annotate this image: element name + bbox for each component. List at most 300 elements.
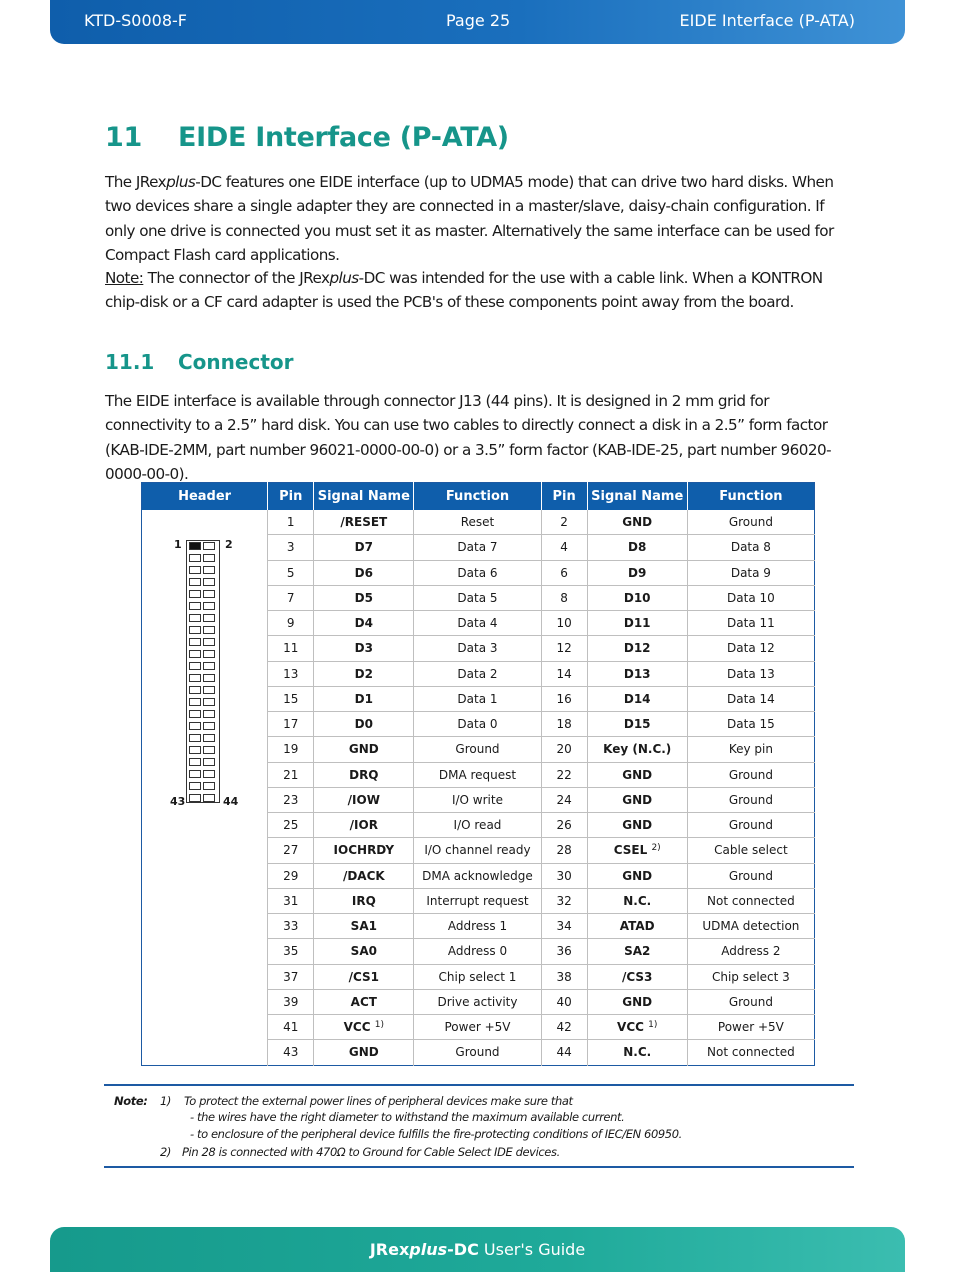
signal-a-text: SA0 — [350, 944, 377, 959]
signal-a-text: D1 — [354, 691, 373, 706]
pin-a-text: 35 — [283, 944, 299, 959]
function-b — [687, 636, 814, 661]
footer-brand-italic: plus — [409, 1240, 448, 1259]
signal-a-text: D6 — [354, 565, 373, 580]
signal-b — [587, 813, 687, 838]
pin-a — [268, 914, 314, 939]
col-header: Header — [142, 483, 268, 510]
function-a-text: Ground — [455, 1045, 500, 1060]
pin-b — [541, 712, 587, 737]
connector-diagram-cell — [142, 510, 268, 1066]
connector-pin — [189, 578, 201, 586]
signal-a — [314, 964, 414, 989]
signal-b — [587, 914, 687, 939]
signal-a-text: /DACK — [342, 868, 385, 883]
connector-pin — [203, 686, 215, 694]
signal-a-text: GND — [348, 1045, 379, 1060]
pin-b-text: 42 — [556, 1020, 572, 1035]
table-body — [142, 510, 815, 1066]
signal-a-text: D5 — [354, 590, 373, 605]
connector-pin — [189, 566, 201, 574]
col-function-b: Function — [687, 483, 814, 510]
pin-a — [268, 787, 314, 812]
pin-b — [541, 611, 587, 636]
pin-b-text: 24 — [556, 792, 572, 807]
function-b — [687, 787, 814, 812]
function-a — [414, 1015, 541, 1040]
connector-pin — [189, 542, 201, 550]
connector-pin — [189, 650, 201, 658]
connector-pin — [189, 698, 201, 706]
function-a — [414, 989, 541, 1014]
signal-a-text: IOCHRDY — [333, 843, 395, 858]
signal-a — [314, 863, 414, 888]
pin-b — [541, 939, 587, 964]
footnote-2-text: Pin 28 is connected with 470Ω to Ground for Cable Select IDE devices. — [182, 1145, 560, 1159]
signal-b — [587, 636, 687, 661]
function-a — [414, 813, 541, 838]
signal-a — [314, 1040, 414, 1065]
pin-a-text: 15 — [283, 691, 299, 706]
signal-b-text: GND — [622, 514, 653, 529]
function-b — [687, 939, 814, 964]
signal-a — [314, 813, 414, 838]
signal-b-text: D11 — [623, 616, 651, 631]
signal-a-text: D4 — [354, 616, 373, 631]
table-row — [142, 510, 815, 535]
subsection-title: Connector — [178, 350, 294, 374]
function-b-text: Ground — [728, 994, 773, 1009]
connector-pin — [203, 578, 215, 586]
pin-a-text: 43 — [283, 1045, 299, 1060]
pin-a-text: 19 — [283, 742, 299, 757]
pin-a-text: 13 — [283, 666, 299, 681]
pin-a — [268, 737, 314, 762]
pin-a — [268, 939, 314, 964]
signal-b-text: D14 — [623, 691, 651, 706]
function-a-text: Data 7 — [457, 540, 498, 555]
connector-pin — [189, 758, 201, 766]
signal-a-text: D2 — [354, 666, 373, 681]
pin-a — [268, 863, 314, 888]
signal-b-text: /CS3 — [622, 969, 653, 984]
pin-a-text: 33 — [283, 919, 299, 934]
connector-label-br: 44 — [223, 794, 239, 808]
footnote-label: Note: — [114, 1094, 148, 1108]
pin-a-text: 5 — [286, 565, 295, 580]
connector-diagram — [170, 537, 252, 810]
function-b-text: Ground — [728, 767, 773, 782]
pin-a-text: 25 — [283, 818, 299, 833]
section-heading — [105, 122, 509, 153]
function-a-text: Reset — [460, 514, 495, 529]
pin-b — [541, 863, 587, 888]
signal-b-footnote-ref: 2) — [651, 843, 661, 854]
section-title: EIDE Interface (P-ATA) — [178, 122, 509, 153]
function-a-text: Power +5V — [444, 1020, 511, 1035]
pin-b — [541, 888, 587, 913]
signal-b — [587, 737, 687, 762]
signal-b-text: D12 — [623, 641, 651, 656]
intro-text-1: The JRex — [105, 173, 167, 191]
function-b — [687, 1015, 814, 1040]
footer-brand-1: JRex — [369, 1240, 410, 1259]
pin-b — [541, 636, 587, 661]
function-b — [687, 964, 814, 989]
function-b-text: Data 15 — [727, 717, 775, 732]
pin-b — [541, 787, 587, 812]
function-a-text: Data 0 — [457, 717, 498, 732]
pin-a — [268, 762, 314, 787]
pin-b — [541, 737, 587, 762]
pin-a-text: 17 — [283, 717, 299, 732]
pin-b-text: 6 — [560, 565, 568, 580]
signal-a-text: IRQ — [351, 893, 376, 908]
function-a — [414, 712, 541, 737]
signal-b — [587, 762, 687, 787]
pin-b — [541, 1015, 587, 1040]
connector-pin — [189, 614, 201, 622]
signal-b — [587, 1040, 687, 1065]
signal-b-text: GND — [622, 792, 653, 807]
function-b — [687, 888, 814, 913]
function-b — [687, 560, 814, 585]
pin-b — [541, 661, 587, 686]
connector-label-tl: 1 — [174, 537, 182, 551]
signal-b-text: D9 — [628, 565, 647, 580]
function-b — [687, 989, 814, 1014]
signal-a — [314, 560, 414, 585]
function-a-text: I/O channel ready — [424, 843, 531, 858]
pin-a — [268, 510, 314, 535]
pin-a-text: 23 — [283, 792, 299, 807]
function-b-text: Data 12 — [727, 641, 775, 656]
intro-brand-italic: plus — [166, 173, 196, 191]
signal-b-text: CSEL — [613, 843, 648, 858]
function-a — [414, 611, 541, 636]
intro-paragraph — [105, 170, 853, 267]
function-b — [687, 611, 814, 636]
signal-b — [587, 510, 687, 535]
pin-a — [268, 813, 314, 838]
signal-b — [587, 989, 687, 1014]
footnote-1-text: To protect the external power lines of peripheral devices make sure that — [184, 1094, 573, 1108]
function-a — [414, 737, 541, 762]
pin-b-text: 14 — [556, 666, 572, 681]
intro-note-text-2: -DC was intended for the use with a cable link. When a KONTRON chip-disk or a CF card adapter is used the PCB's of these components point away from the board. — [105, 269, 823, 312]
function-b-text: Data 8 — [730, 540, 771, 555]
function-a — [414, 914, 541, 939]
function-b — [687, 661, 814, 686]
signal-a — [314, 1015, 414, 1040]
pinout-table — [141, 482, 815, 1066]
connector-pin — [189, 734, 201, 742]
signal-a-text: /IOW — [347, 792, 380, 807]
signal-a — [314, 686, 414, 711]
intro-text-2: -DC features one EIDE interface (up to UDMA5 mode) that can drive two hard disks. When two devices share a single adapter they are connected in a master/slave, daisy-chain configuration. If only one drive is connected you must set it as master. Alternatively the same interface can be used for Compact Flash card applications. — [105, 173, 834, 264]
pin-b — [541, 838, 587, 863]
signal-a — [314, 914, 414, 939]
col-signal-b: Signal Name — [587, 483, 687, 510]
function-b-text: Data 10 — [727, 590, 775, 605]
function-b-text: Ground — [728, 792, 773, 807]
signal-a-footnote-ref: 1) — [374, 1020, 384, 1031]
function-b-text: Data 11 — [727, 616, 775, 631]
footnote-1-sub-2: - to enclosure of the peripheral device fulfills the fire-protecting conditions of IEC/EN 60950. — [190, 1127, 682, 1141]
pin-b — [541, 510, 587, 535]
chapter-title: EIDE Interface (P-ATA) — [679, 11, 855, 30]
function-a — [414, 863, 541, 888]
connector-pin — [203, 542, 215, 550]
page-header — [50, 0, 905, 44]
pin-a — [268, 585, 314, 610]
signal-b — [587, 1015, 687, 1040]
pin-b — [541, 686, 587, 711]
signal-a — [314, 712, 414, 737]
function-a — [414, 686, 541, 711]
signal-b-text: D13 — [623, 666, 651, 681]
function-a-text: Interrupt request — [426, 893, 529, 908]
connector-pin — [189, 782, 201, 790]
function-b-text: Power +5V — [717, 1020, 784, 1035]
signal-b — [587, 888, 687, 913]
page-footer — [50, 1227, 905, 1272]
pin-b-text: 22 — [556, 767, 572, 782]
function-a — [414, 510, 541, 535]
signal-b-text: D10 — [623, 590, 651, 605]
section-number: 11 — [105, 122, 142, 153]
function-b-text: Ground — [728, 868, 773, 883]
pin-b — [541, 989, 587, 1014]
signal-b — [587, 712, 687, 737]
signal-b-text: GND — [622, 818, 653, 833]
signal-a — [314, 611, 414, 636]
function-b — [687, 737, 814, 762]
connector-pin — [189, 722, 201, 730]
function-a-text: Address 0 — [447, 944, 508, 959]
function-a-text: Data 3 — [457, 641, 498, 656]
pin-b — [541, 1040, 587, 1065]
function-a-text: Drive activity — [437, 994, 518, 1009]
pin-b-text: 28 — [556, 843, 572, 858]
function-b-text: Chip select 3 — [711, 969, 790, 984]
connector-pin — [203, 782, 215, 790]
function-b-text: UDMA detection — [702, 919, 800, 934]
pin-a-text: 41 — [283, 1020, 299, 1035]
connector-pin — [189, 674, 201, 682]
pin-a — [268, 636, 314, 661]
pin-b — [541, 813, 587, 838]
function-b-text: Cable select — [714, 843, 788, 858]
subsection-heading — [105, 350, 293, 374]
connector-pin — [203, 602, 215, 610]
col-signal-a: Signal Name — [314, 483, 414, 510]
signal-a — [314, 787, 414, 812]
signal-b-text: GND — [622, 868, 653, 883]
function-b-text: Data 9 — [730, 565, 771, 580]
function-a-text: DMA acknowledge — [422, 868, 533, 883]
pin-b-text: 30 — [556, 868, 572, 883]
connector-label-tr: 2 — [225, 537, 233, 551]
signal-a — [314, 636, 414, 661]
function-a-text: I/O read — [453, 818, 502, 833]
pin-a-text: 21 — [283, 767, 299, 782]
function-a-text: Data 2 — [457, 666, 498, 681]
pin-b-text: 40 — [556, 994, 572, 1009]
function-b-text: Address 2 — [721, 944, 781, 959]
signal-a — [314, 989, 414, 1014]
connector-pin — [203, 590, 215, 598]
function-a — [414, 888, 541, 913]
pin-a — [268, 560, 314, 585]
signal-a-text: D0 — [354, 717, 373, 732]
connector-pin — [189, 602, 201, 610]
connector-pin — [189, 590, 201, 598]
signal-a — [314, 661, 414, 686]
pin-b-text: 16 — [556, 691, 572, 706]
function-a — [414, 585, 541, 610]
pin-a-text: 11 — [283, 641, 299, 656]
function-a — [414, 787, 541, 812]
function-b — [687, 510, 814, 535]
signal-b-footnote-ref: 1) — [648, 1020, 658, 1031]
signal-b-text: Key (N.C.) — [603, 742, 672, 757]
function-b — [687, 686, 814, 711]
connector-pin — [203, 626, 215, 634]
function-b — [687, 838, 814, 863]
signal-a-text: GND — [348, 742, 379, 757]
connector-pin — [189, 746, 201, 754]
function-b-text: Not connected — [707, 1045, 795, 1060]
subsection-number: 11.1 — [105, 350, 155, 374]
function-a-text: Ground — [455, 742, 500, 757]
signal-b — [587, 585, 687, 610]
pin-a — [268, 611, 314, 636]
connector-pin — [189, 794, 201, 802]
signal-a — [314, 838, 414, 863]
pin-a — [268, 964, 314, 989]
pin-b-text: 12 — [556, 641, 572, 656]
signal-a-text: VCC — [343, 1020, 371, 1035]
function-a — [414, 661, 541, 686]
connector-pin — [203, 734, 215, 742]
pin-a-text: 29 — [283, 868, 299, 883]
pin-a — [268, 838, 314, 863]
intro-note-brand-italic: plus — [329, 269, 359, 287]
pin-b — [541, 585, 587, 610]
pin-b-text: 10 — [556, 616, 572, 631]
footnotes — [104, 1084, 854, 1168]
signal-b — [587, 964, 687, 989]
col-pin-a: Pin — [268, 483, 314, 510]
connector-label-bl: 43 — [170, 794, 186, 808]
pin-b — [541, 535, 587, 560]
pin-a — [268, 888, 314, 913]
pin-a-text: 1 — [286, 514, 295, 529]
function-b-text: Ground — [728, 818, 773, 833]
function-b — [687, 863, 814, 888]
function-a-text: Data 1 — [457, 691, 498, 706]
signal-b — [587, 686, 687, 711]
signal-b — [587, 611, 687, 636]
function-b-text: Not connected — [707, 893, 795, 908]
connector-pin — [189, 638, 201, 646]
pin-a-text: 39 — [283, 994, 299, 1009]
footer-suffix: User's Guide — [478, 1240, 586, 1259]
connector-pin — [189, 686, 201, 694]
pin-a — [268, 1040, 314, 1065]
pin-a — [268, 686, 314, 711]
col-function-a: Function — [414, 483, 541, 510]
pin-b-text: 38 — [556, 969, 572, 984]
function-a — [414, 560, 541, 585]
signal-b-text: N.C. — [623, 893, 652, 908]
signal-a-text: D3 — [354, 641, 373, 656]
signal-b-text: N.C. — [623, 1045, 652, 1060]
signal-b — [587, 863, 687, 888]
pin-b-text: 32 — [556, 893, 572, 908]
function-a — [414, 964, 541, 989]
function-a-text: Address 1 — [447, 919, 508, 934]
connector-paragraph: The EIDE interface is available through connector J13 (44 pins). It is designed in 2 mm grid for connectivity to a 2.5” hard disk. You can use two cables to directly connect a disk in a 2.5” form factor (KAB-IDE-2MM, part number 96021-0000-00-0) or a 3.5” form factor (KAB-IDE-25, part number 96020-0000-00-0). — [105, 392, 832, 483]
signal-b-text: D15 — [623, 717, 651, 732]
footnote-1-sub-1: - the wires have the right diameter to withstand the maximum available current. — [190, 1110, 625, 1124]
signal-a — [314, 939, 414, 964]
function-a-text: Data 5 — [457, 590, 498, 605]
pin-a-text: 3 — [286, 540, 295, 555]
pin-a-text: 9 — [286, 616, 295, 631]
signal-b-text: SA2 — [624, 944, 651, 959]
signal-b-text: ATAD — [619, 919, 655, 934]
function-b — [687, 914, 814, 939]
signal-a-text: /IOR — [349, 818, 378, 833]
connector-pin — [203, 638, 215, 646]
pin-b — [541, 762, 587, 787]
connector-pin — [203, 698, 215, 706]
footer-brand — [370, 1240, 479, 1259]
connector-pin — [203, 674, 215, 682]
function-b — [687, 762, 814, 787]
function-a — [414, 939, 541, 964]
signal-a-text: D7 — [354, 540, 373, 555]
function-b-text: Ground — [728, 514, 773, 529]
pin-b-text: 34 — [556, 919, 572, 934]
connector-pin — [203, 614, 215, 622]
function-a-text: Data 6 — [457, 565, 498, 580]
signal-b — [587, 560, 687, 585]
footnote-1-number: 1) — [160, 1094, 172, 1108]
pin-a — [268, 712, 314, 737]
pin-a — [268, 535, 314, 560]
function-a — [414, 1040, 541, 1065]
page-number: Page 25 — [446, 11, 511, 30]
connector-pin — [203, 566, 215, 574]
pin-a-text: 31 — [283, 893, 299, 908]
pin-a-text: 7 — [286, 590, 295, 605]
connector-pin — [189, 554, 201, 562]
signal-b-text: VCC — [617, 1020, 644, 1035]
function-a — [414, 535, 541, 560]
signal-b — [587, 838, 687, 863]
function-a-text: DMA request — [438, 767, 517, 782]
connector-pin — [203, 770, 215, 778]
connector-pin — [203, 710, 215, 718]
connector-pin — [203, 794, 215, 802]
doc-id: KTD-S0008-F — [84, 11, 187, 30]
pin-b-text: 4 — [560, 540, 568, 555]
signal-a-text: ACT — [350, 994, 377, 1009]
signal-a — [314, 888, 414, 913]
